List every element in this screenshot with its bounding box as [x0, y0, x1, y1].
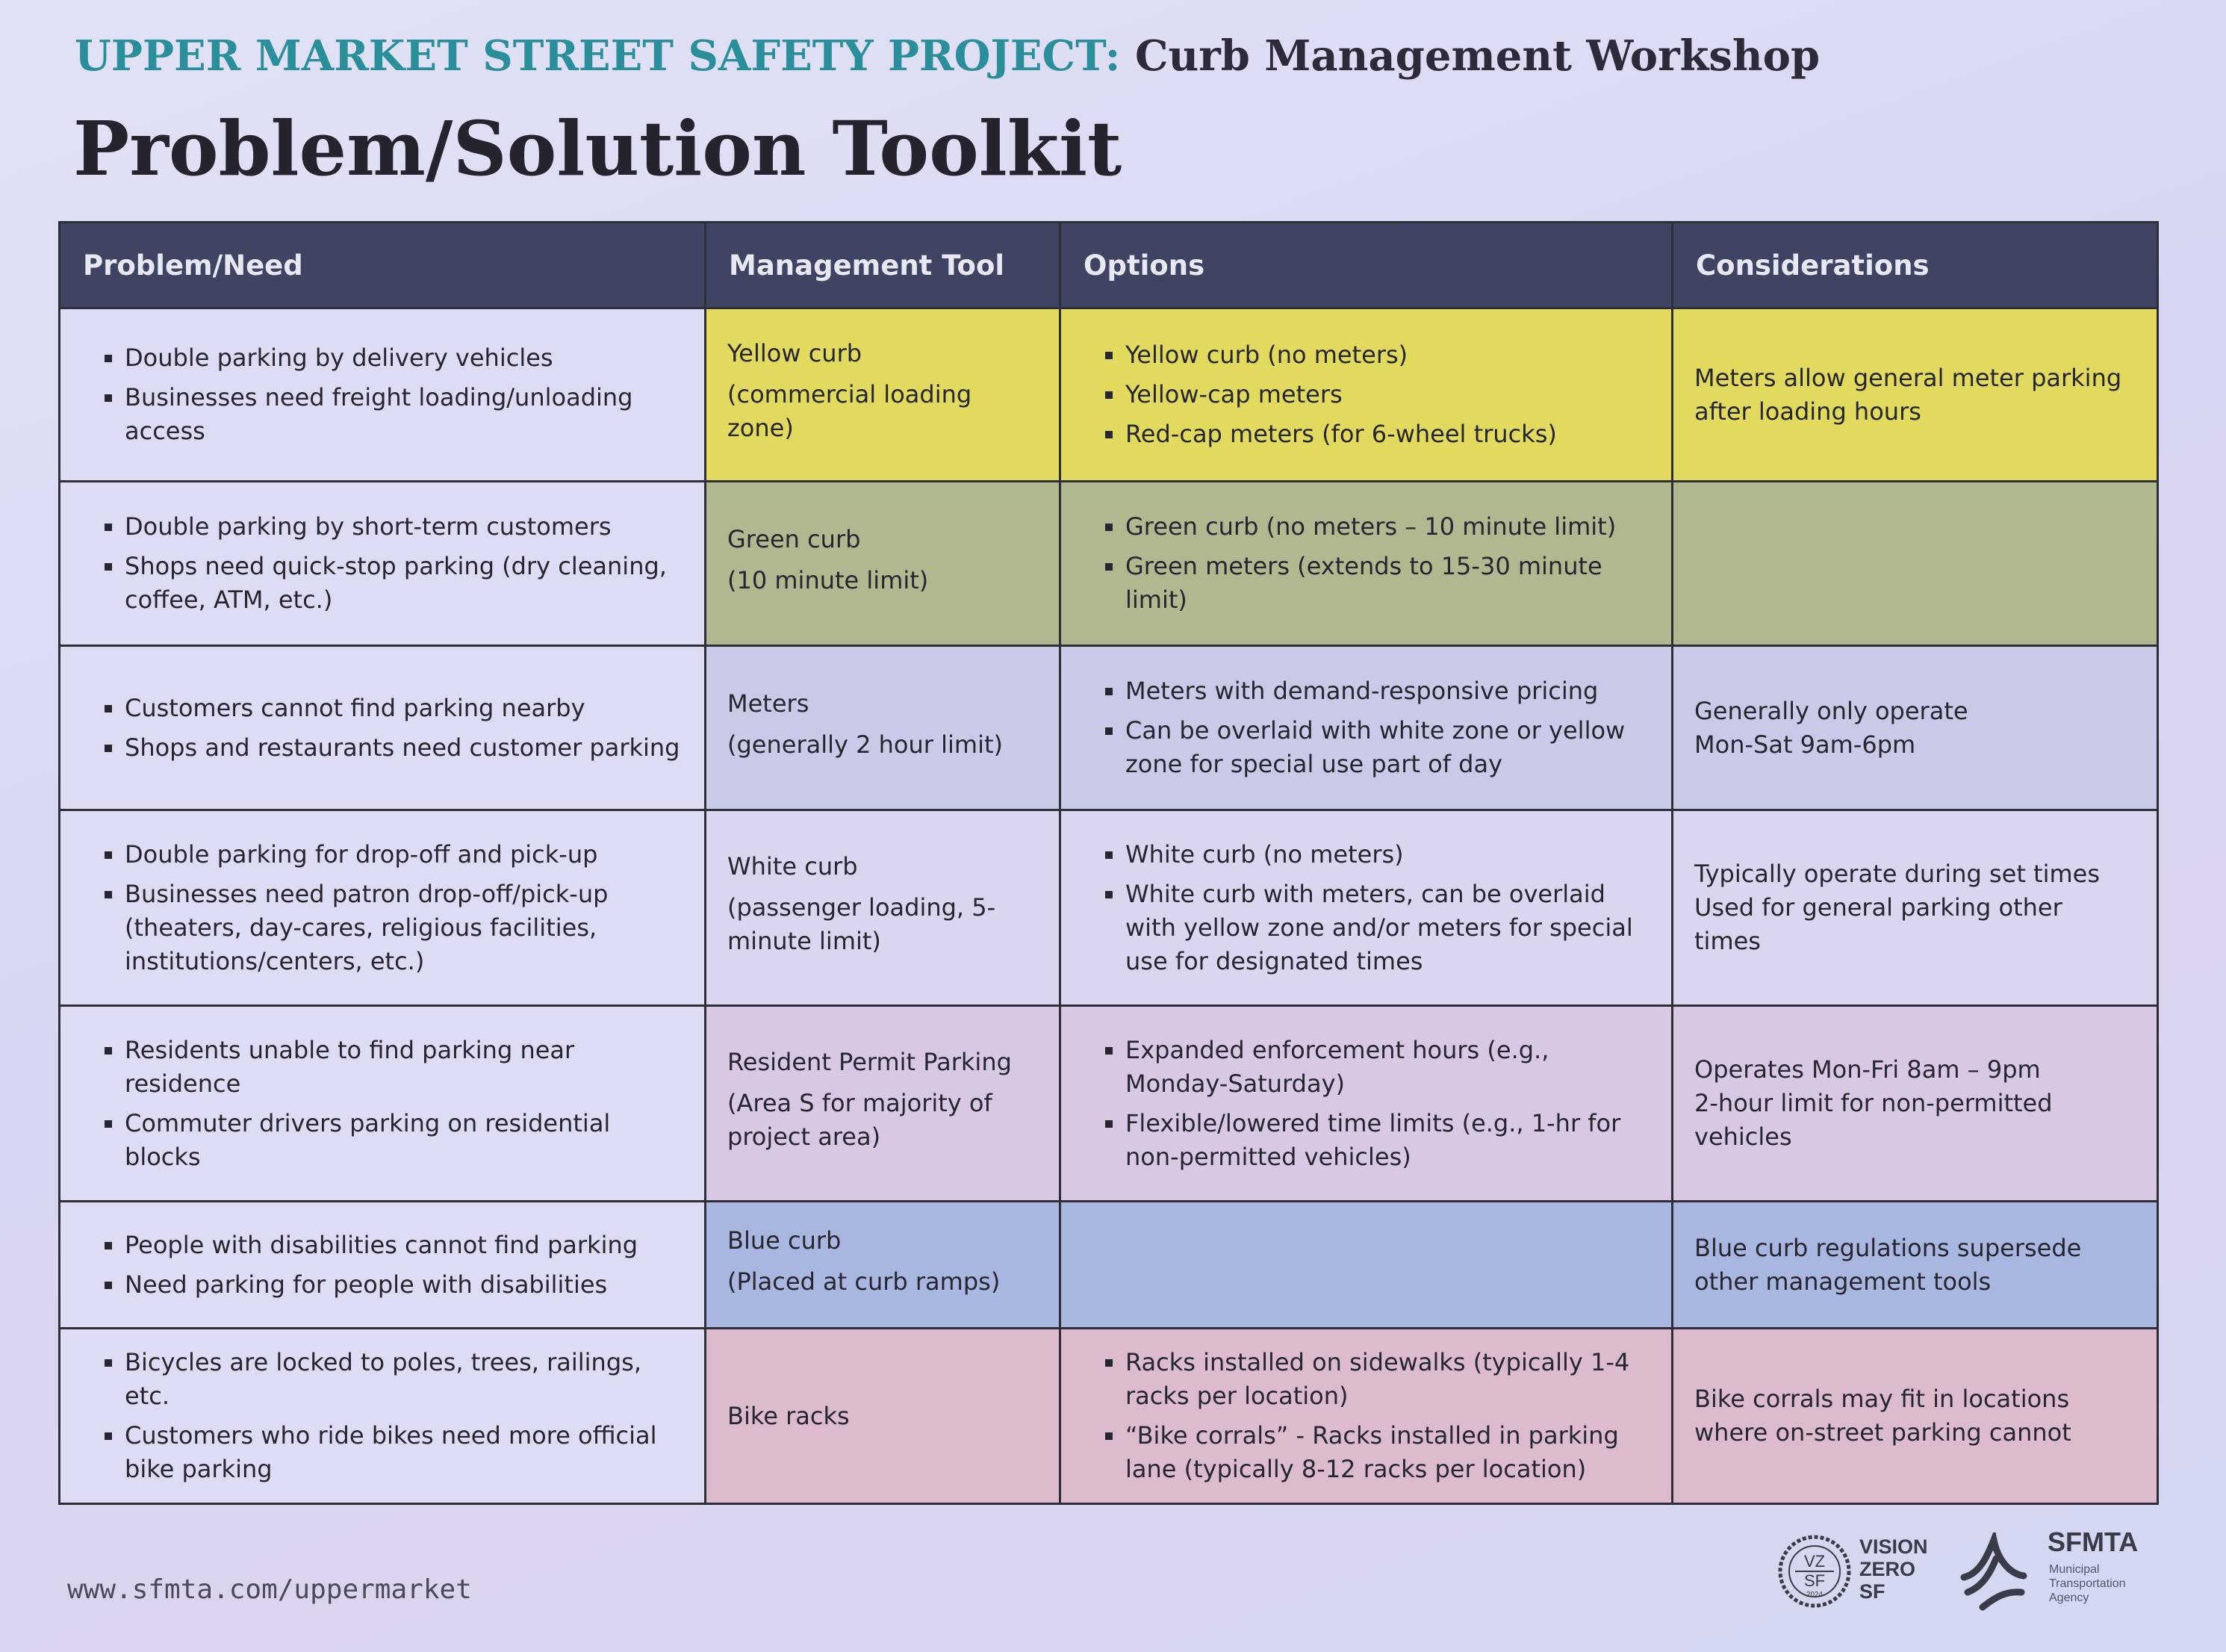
considerations-cell [1673, 1329, 2158, 1504]
problem-item: ▪ Businesses need freight loading/unloading access [125, 381, 683, 448]
tool-name: White curb [727, 852, 858, 881]
problem-cell [60, 482, 706, 646]
options-cell [1060, 482, 1673, 646]
table-header-row [60, 223, 2158, 308]
tool-cell [706, 482, 1060, 646]
workshop-name: Curb Management Workshop [1134, 31, 1821, 81]
option-item: ▪ Yellow-cap meters [1125, 378, 1650, 412]
option-item: ▪ “Bike corrals” - Racks installed in parking lane (typically 8-12 racks per location) [1125, 1419, 1650, 1486]
options-cell [1060, 308, 1673, 482]
problem-item: ▪ Double parking by delivery vehicles [125, 341, 683, 375]
table-row [60, 646, 2158, 810]
sfmta-subtitle [2049, 1562, 2126, 1605]
options-cell [1060, 1006, 1673, 1202]
problem-item: ▪ Customers cannot find parking nearby [125, 692, 683, 725]
table-row [60, 810, 2158, 1006]
consideration-text: 2-hour limit for non-permitted vehicles [1694, 1089, 2053, 1151]
considerations-cell [1673, 482, 2158, 646]
toolkit-table [58, 221, 2159, 1505]
problem-item: ▪ Double parking by short-term customers [125, 510, 683, 544]
option-item: ▪ Yellow curb (no meters) [1125, 338, 1650, 372]
problem-cell [60, 1329, 706, 1504]
consideration-text: Operates Mon-Fri 8am – 9pm [1694, 1055, 2041, 1084]
option-item: ▪ White curb with meters, can be overlaid with yellow zone and/or meters for special use for designated times [1125, 878, 1650, 978]
tool-name: Bike racks [727, 1401, 850, 1430]
vz-seal-bottom: SF [1803, 1571, 1826, 1590]
vz-seal-year: 2024 [1806, 1591, 1824, 1599]
tool-cell [706, 810, 1060, 1006]
vision-zero-wordmark [1859, 1535, 1928, 1603]
consideration-text: Typically operate during set times [1694, 860, 2100, 888]
tool-detail: (commercial loading zone) [727, 380, 972, 442]
consideration-text: Blue curb regulations supersede other management tools [1694, 1233, 2082, 1296]
consideration-text: Meters allow general meter parking after loading hours [1694, 363, 2122, 426]
tool-detail: (generally 2 hour limit) [727, 730, 1003, 759]
header-line [75, 31, 1820, 81]
option-item: ▪ Green meters (extends to 15-30 minute limit) [1125, 550, 1650, 617]
problem-item: ▪ Double parking for drop-off and pick-up [125, 838, 683, 872]
problem-item: ▪ Bicycles are locked to poles, trees, railings, etc. [125, 1346, 683, 1413]
option-item: ▪ Red-cap meters (for 6-wheel trucks) [1125, 417, 1650, 451]
problem-cell [60, 810, 706, 1006]
option-item: ▪ Expanded enforcement hours (e.g., Monday-Saturday) [1125, 1034, 1650, 1101]
project-name: UPPER MARKET STREET SAFETY PROJECT: [75, 31, 1121, 81]
table-row [60, 1202, 2158, 1329]
table-row [60, 482, 2158, 646]
tool-cell [706, 1006, 1060, 1202]
problem-cell [60, 646, 706, 810]
option-item: ▪ Meters with demand-responsive pricing [1125, 674, 1650, 708]
problem-item: ▪ Need parking for people with disabilities [125, 1268, 683, 1302]
tool-detail: (Area S for majority of project area) [727, 1089, 992, 1151]
option-item: ▪ Can be overlaid with white zone or yellow zone for special use part of day [1125, 714, 1650, 781]
consideration-text: Generally only operate [1694, 696, 1968, 725]
options-cell [1060, 810, 1673, 1006]
vision-zero-seal-icon [1777, 1534, 1852, 1609]
option-item: ▪ White curb (no meters) [1125, 838, 1650, 872]
options-cell [1060, 1329, 1673, 1504]
tool-detail: (passenger loading, 5-minute limit) [727, 893, 996, 955]
tool-cell [706, 646, 1060, 810]
column-header-problem: Problem/Need [60, 223, 706, 308]
tool-name: Blue curb [727, 1226, 842, 1255]
considerations-cell [1673, 308, 2158, 482]
considerations-cell [1673, 1006, 2158, 1202]
problem-cell [60, 1006, 706, 1202]
consideration-text: Used for general parking other times [1694, 893, 2062, 955]
sfmta-logo-icon [1953, 1533, 2035, 1615]
tool-name: Green curb [727, 524, 861, 553]
table-row [60, 1329, 2158, 1504]
problem-item: ▪ Shops need quick-stop parking (dry cleaning, coffee, ATM, etc.) [125, 550, 683, 617]
table-row [60, 1006, 2158, 1202]
consideration-text: Mon-Sat 9am-6pm [1694, 730, 1916, 759]
considerations-cell [1673, 646, 2158, 810]
tool-name: Meters [727, 689, 809, 718]
option-item: ▪ Racks installed on sidewalks (typically 1-4 racks per location) [1125, 1346, 1650, 1413]
sfmta-subtitle-line: Municipal [2049, 1563, 2100, 1576]
footer-url: www.sfmta.com/uppermarket [67, 1574, 472, 1605]
problem-item: ▪ People with disabilities cannot find parking [125, 1229, 683, 1262]
consideration-text: Bike corrals may fit in locations where on-street parking cannot [1694, 1385, 2071, 1447]
problem-cell [60, 1202, 706, 1329]
tool-detail: (Placed at curb ramps) [727, 1267, 1001, 1296]
problem-item: ▪ Businesses need patron drop-off/pick-up (theaters, day-cares, religious facilities, institutions/centers, etc.) [125, 878, 683, 978]
tool-cell [706, 1202, 1060, 1329]
tool-cell [706, 1329, 1060, 1504]
problem-item: ▪ Residents unable to find parking near residence [125, 1034, 683, 1101]
vision-zero-line: ZERO [1859, 1558, 1916, 1580]
column-header-options: Options [1060, 223, 1673, 308]
tool-name: Yellow curb [727, 339, 862, 367]
tool-detail: (10 minute limit) [727, 565, 929, 594]
vision-zero-line: SF [1859, 1580, 1885, 1603]
option-item: ▪ Flexible/lowered time limits (e.g., 1-hr for non-permitted vehicles) [1125, 1107, 1650, 1174]
column-header-tool: Management Tool [706, 223, 1060, 308]
options-cell [1060, 646, 1673, 810]
column-header-considerations: Considerations [1673, 223, 2158, 308]
problem-item: ▪ Commuter drivers parking on residential blocks [125, 1107, 683, 1174]
tool-cell [706, 308, 1060, 482]
option-item: ▪ Green curb (no meters – 10 minute limit) [1125, 510, 1650, 544]
problem-item: ▪ Customers who ride bikes need more official bike parking [125, 1419, 683, 1486]
problem-cell [60, 308, 706, 482]
problem-item: ▪ Shops and restaurants need customer parking [125, 731, 683, 765]
footer-logos [1770, 1525, 2166, 1622]
vz-seal-top: VZ [1803, 1552, 1826, 1571]
sfmta-subtitle-line: Transportation [2049, 1577, 2126, 1590]
sfmta-subtitle-line: Agency [2049, 1592, 2089, 1604]
sfmta-wordmark: SFMTA [2048, 1527, 2139, 1557]
options-cell [1060, 1202, 1673, 1329]
considerations-cell [1673, 810, 2158, 1006]
considerations-cell [1673, 1202, 2158, 1329]
table-row [60, 308, 2158, 482]
page-title: Problem/Solution Toolkit [73, 105, 1122, 193]
vision-zero-line: VISION [1859, 1535, 1928, 1558]
tool-name: Resident Permit Parking [727, 1048, 1012, 1076]
